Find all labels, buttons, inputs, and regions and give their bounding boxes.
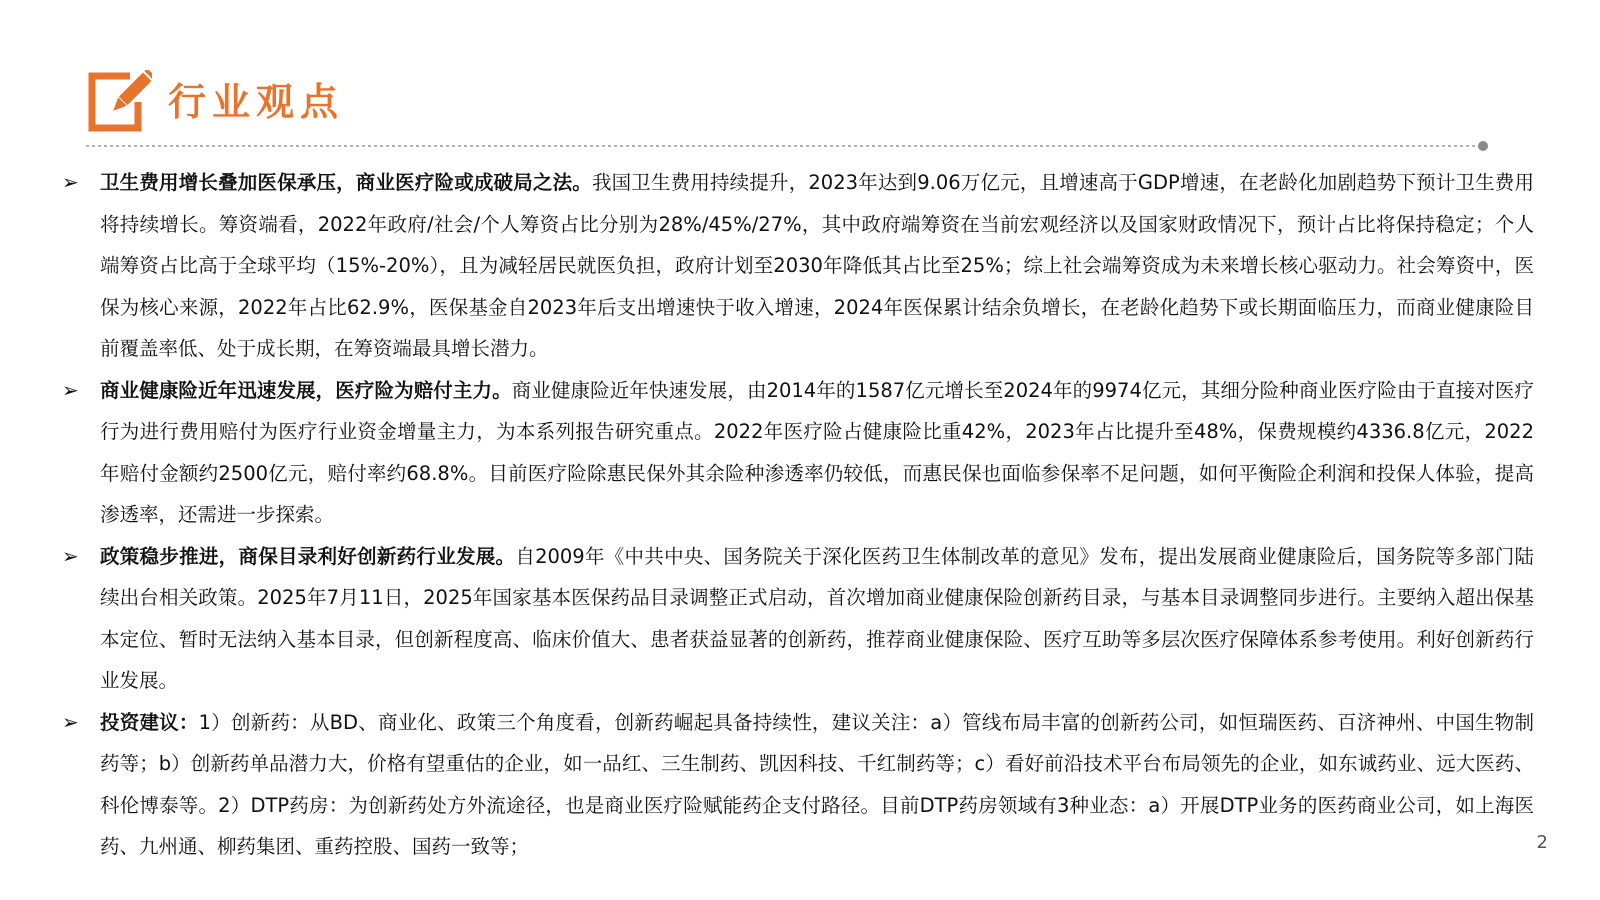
bullet-item (62, 702, 1534, 868)
header-divider (86, 140, 1496, 154)
pencil-square-icon (86, 70, 152, 134)
page-title: 行业观点 (168, 80, 345, 124)
arrow-bullet-icon: ➢ (62, 170, 79, 194)
bullet-heading: 商业健康险近年迅速发展，医疗险为赔付主力。 (100, 378, 512, 402)
bullet-text: 自2009年《中共中央、国务院关于深化医药卫生体制改革的意见》发布，提出发展商业健康险后，国务院等多部门陆续出台相关政策。2025年7月11日，2025年国家基本医保药品目录调整正式启动，首次增加商业健康保险创新药目录，与基本目录调整同步进行。主要纳入超出保基本定位、暂时无法纳入基本目录，但创新程度高、临床价值大、患者获益显著的创新药，推荐商业健康保险、医疗互助等多层次医疗保障体系参考使用。利好创新药行业发展。 (100, 544, 1534, 692)
bullet-text: 我国卫生费用持续提升，2023年达到9.06万亿元，且增速高于GDP增速，在老龄化加剧趋势下预计卫生费用将持续增长。筹资端看，2022年政府/社会/个人筹资占比分别为28%/45%/27%，其中政府端筹资在当前宏观经济以及国家财政情况下，预计占比将保持稳定；个人端筹资占比高于全球平均（15%-20%），且为减轻居民就医负担，政府计划至2030年降低其占比至25%；综上社会端筹资成为未来增长核心驱动力。社会筹资中，医保为核心来源，2022年占比62.9%，医保基金自2023年后支出增速快于收入增速，2024年医保累计结余负增长，在老龄化趋势下或长期面临压力，而商业健康险目前覆盖率低、处于成长期，在筹资端最具增长潜力。 (100, 171, 1534, 360)
bullet-item (62, 162, 1534, 370)
page-number: 2 (1536, 832, 1548, 853)
bullet-item (62, 370, 1534, 536)
arrow-bullet-icon: ➢ (62, 543, 79, 568)
bullet-heading: 投资建议： (100, 710, 199, 734)
bullet-heading: 卫生费用增长叠加医保承压，商业医疗险或成破局之法。 (100, 171, 592, 194)
bullet-list (62, 162, 1534, 868)
bullet-text: 1）创新药：从BD、商业化、政策三个角度看，创新药崛起具备持续性，建议关注：a）管线布局丰富的创新药公司，如恒瑞医药、百济神州、中国生物制药等；b）创新药单品潜力大，价格有望重估的企业，如一品红、三生制药、凯因科技、千红制药等；c）看好前沿技术平台布局领先的企业，如东诚药业、远大医药、科伦博泰等。2）DTP药房：为创新药处方外流途径，也是商业医疗险赋能药企支付路径。目前DTP药房领域有3种业态：a）开展DTP业务的医药商业公司，如上海医药、九州通、柳药集团、重药控股、国药一致等； (100, 710, 1534, 858)
arrow-bullet-icon: ➢ (62, 709, 79, 734)
bullet-item (62, 536, 1534, 702)
bullet-text: 商业健康险近年快速发展，由2014年的1587亿元增长至2024年的9974亿元，其细分险种商业医疗险由于直接对医疗行为进行费用赔付为医疗行业资金增量主力，为本系列报告研究重点。2022年医疗险占健康险比重42%，2023年占比提升至48%，保费规模约4336.8亿元，2022年赔付金额约2500亿元，赔付率约68.8%。目前医疗险除惠民保外其余险种渗透率仍较低，而惠民保也面临参保率不足问题，如何平衡险企利润和投保人体验，提高渗透率，还需进一步探索。 (100, 378, 1534, 526)
bullet-heading: 政策稳步推进，商保目录利好创新药行业发展。 (100, 544, 516, 568)
arrow-bullet-icon: ➢ (62, 377, 79, 402)
